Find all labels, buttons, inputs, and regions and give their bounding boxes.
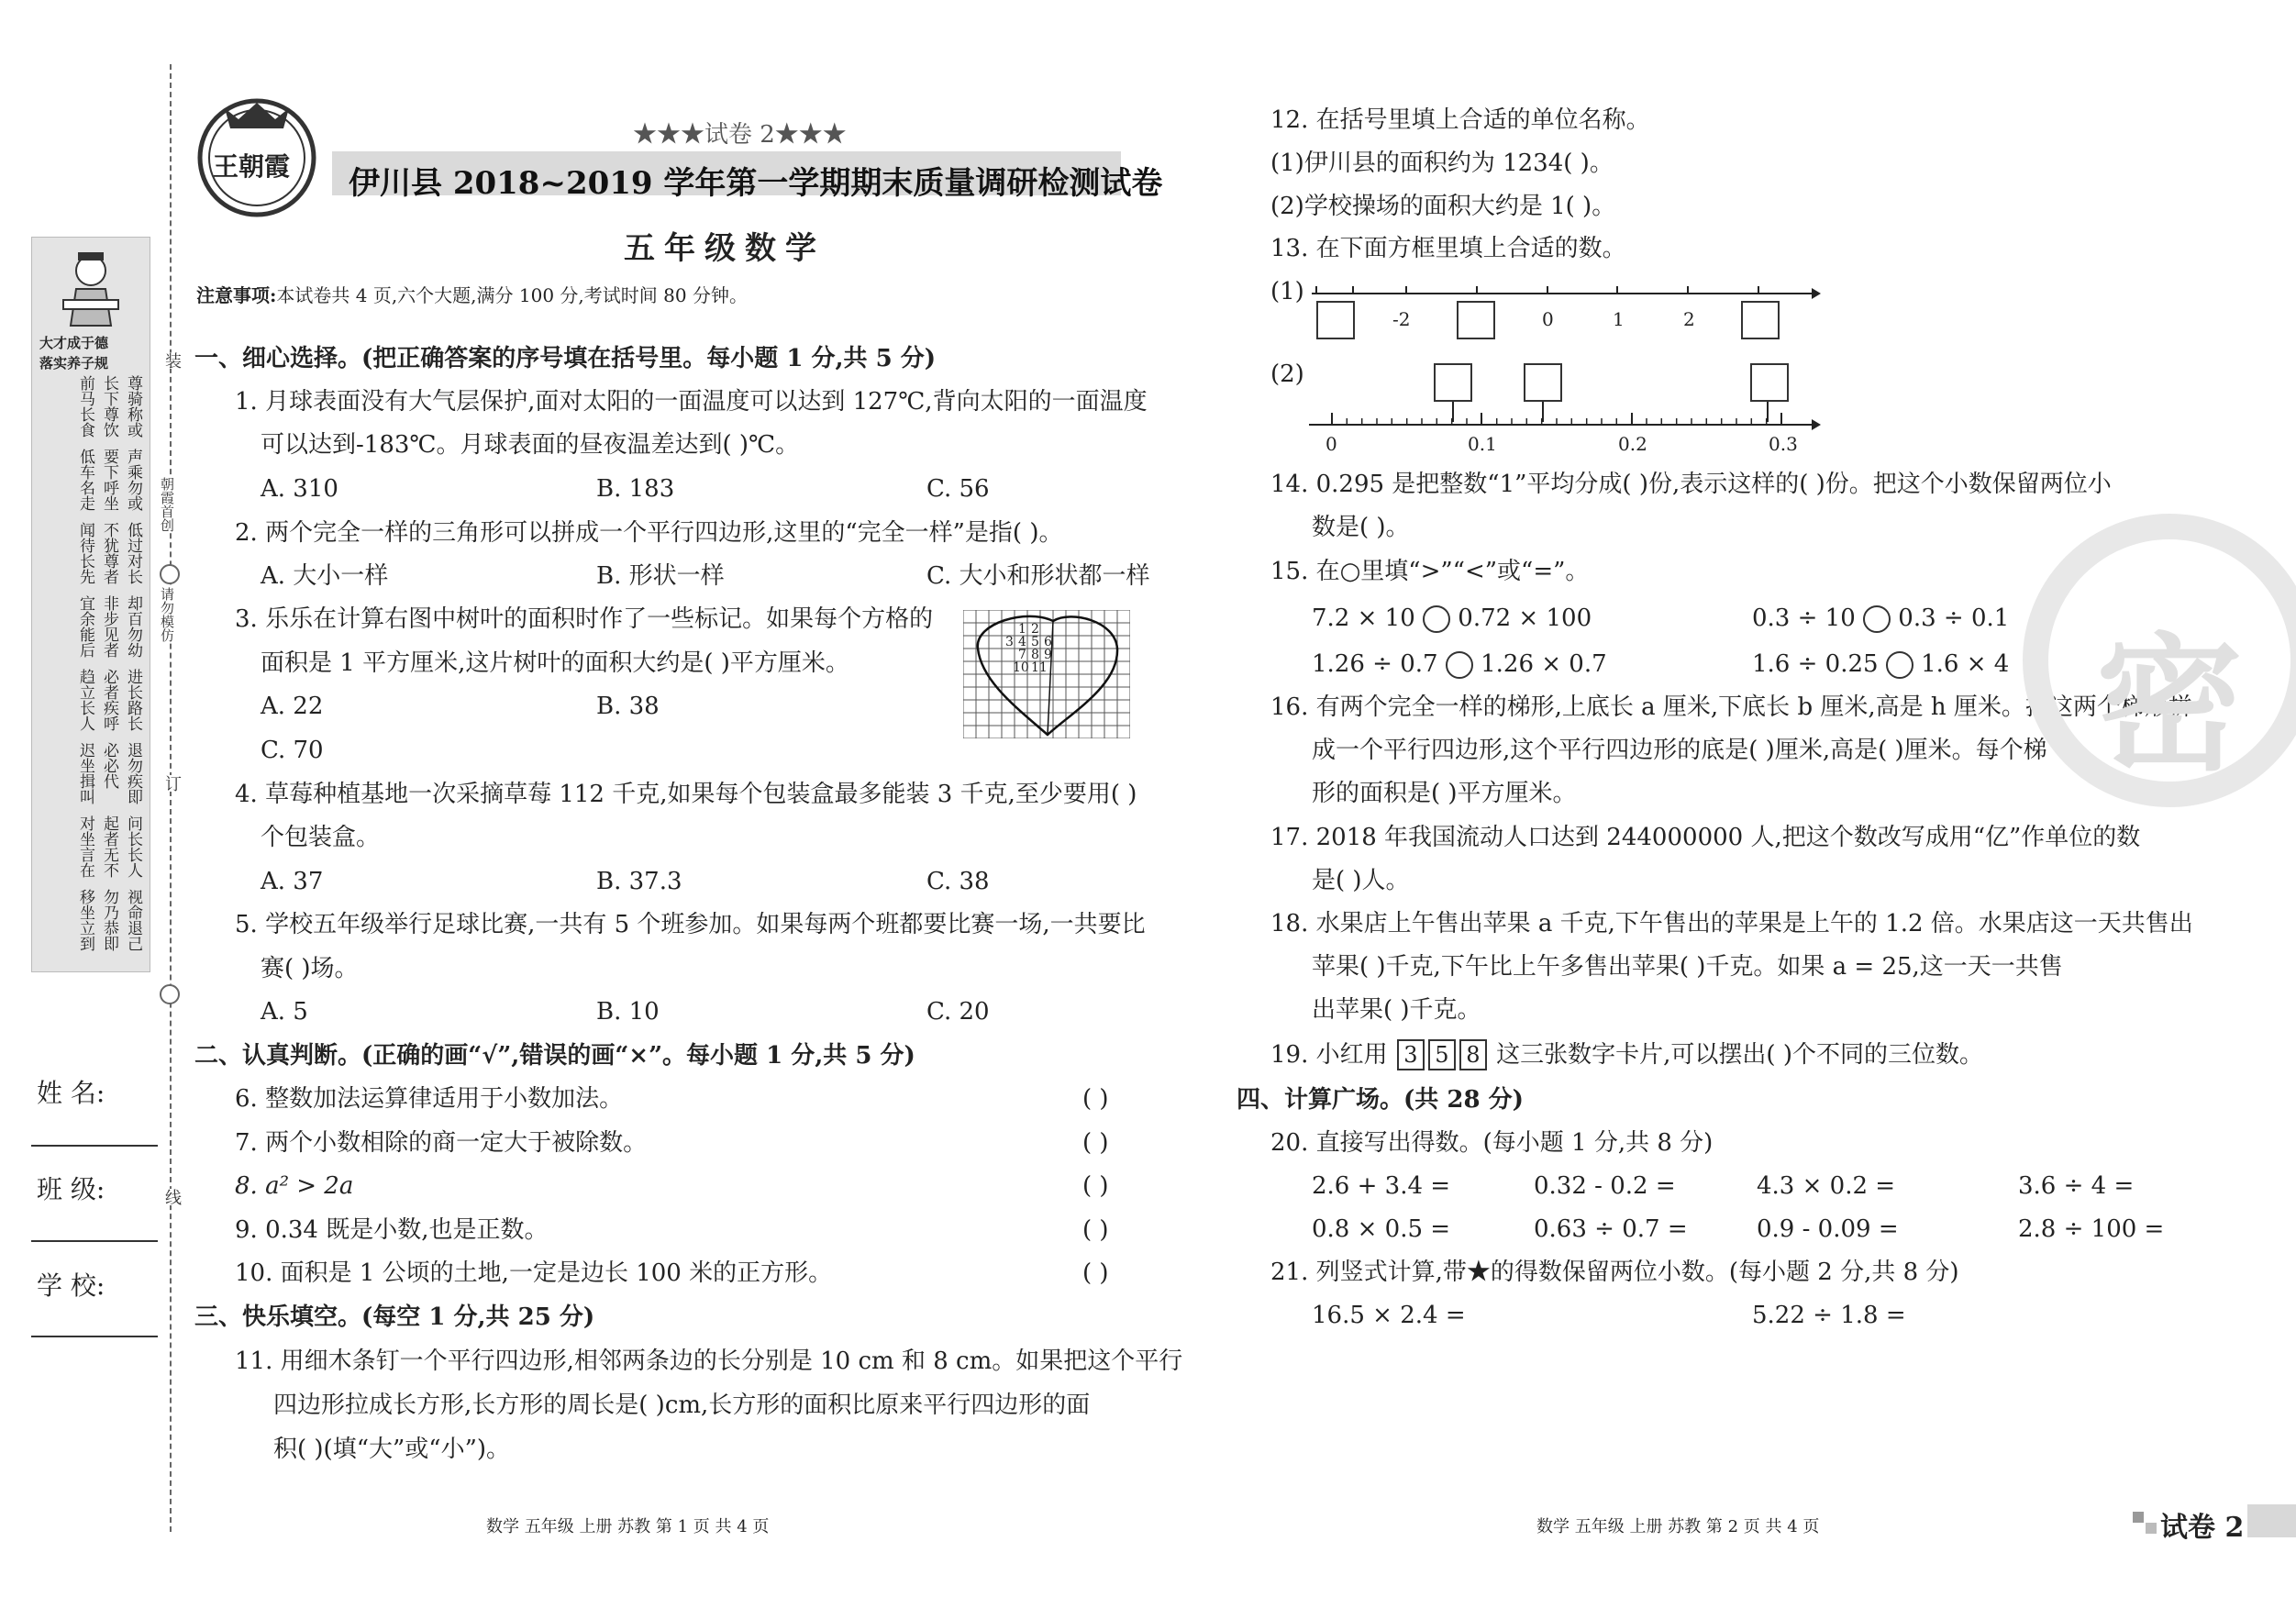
judge-item-10: 10. 面积是 1 公顷的土地,一定是边长 100 米的正方形。	[235, 1259, 833, 1287]
motto-col: 闻待长先	[76, 522, 94, 584]
q4-option-a: A. 37	[261, 868, 324, 895]
q15-line1: 15. 在○里填“>”“<”或“=”。	[1270, 558, 1590, 585]
q16-line3: 形的面积是( )平方厘米。	[1312, 780, 1577, 807]
number-line-2-tick: 0.1	[1468, 433, 1497, 455]
paper-tag-band	[2247, 1504, 2296, 1537]
class-field[interactable]	[31, 1240, 158, 1242]
compare-circle[interactable]	[1446, 651, 1473, 679]
motto-col: 必者疾呼	[100, 669, 118, 731]
judge-answer-6[interactable]: ( )	[1082, 1085, 1109, 1113]
footer-left: 数学 五年级 上册 苏教 第 1 页 共 4 页	[486, 1517, 770, 1536]
q20-title: 20. 直接写出得数。(每小题 1 分,共 8 分)	[1270, 1129, 1714, 1157]
q3-option-b: B. 38	[596, 693, 660, 720]
q18-line1: 18. 水果店上午售出苹果 a 千克,下午售出的苹果是上午的 1.2 倍。水果店这一天共售出	[1270, 910, 2193, 937]
grid-number: 7	[1018, 648, 1026, 662]
q1-line1: 1. 月球表面没有大气层保护,面对太阳的一面温度可以达到 127℃,背向太阳的一面温度	[235, 388, 1148, 416]
calc-item: 2.6 + 3.4 =	[1312, 1172, 1451, 1200]
calc-item: 0.63 ÷ 0.7 =	[1534, 1215, 1688, 1243]
q19	[1270, 1039, 1983, 1070]
motto-col: 声乘勿或	[124, 449, 142, 511]
motto-col: 对坐言在	[76, 815, 94, 878]
motto-col: 趋立长人	[76, 669, 94, 731]
compare-circle[interactable]	[1886, 651, 1913, 679]
q16-line1: 16. 有两个完全一样的梯形,上底长 a 厘米,下底长 b 厘米,高是 h 厘米。把这两个梯形拼	[1270, 693, 2192, 721]
motto-col: 迟坐揖叫	[76, 742, 94, 804]
binding-line	[170, 64, 172, 1532]
q15-expr: 1.26 × 0.7	[1481, 650, 1607, 678]
compare-circle[interactable]	[1863, 605, 1891, 633]
q18-line3: 出苹果( )千克。	[1312, 996, 1481, 1024]
judge-answer-8[interactable]: ( )	[1082, 1172, 1109, 1200]
motto-col: 进长路长	[124, 669, 142, 731]
paper-tag-footer-text: 试卷 2	[2160, 1512, 2245, 1544]
number-line-1-tick: 2	[1683, 308, 1695, 330]
number-line-1-box[interactable]	[1316, 301, 1355, 339]
section1-title: 一、细心选择。(把正确答案的序号填在括号里。每小题 1 分,共 5 分)	[194, 345, 937, 372]
judge-item-8: 8. a² > 2a	[235, 1172, 354, 1200]
motto-top-2: 落实养子规	[39, 355, 109, 372]
calc-item: 3.6 ÷ 4 =	[2018, 1172, 2135, 1200]
q5-option-c: C. 20	[926, 998, 990, 1026]
q15-row1-right	[1752, 605, 2009, 633]
motto-col: 前马长食	[76, 375, 94, 438]
motto-col: 尊骑称或	[124, 375, 142, 438]
binding-hole-icon	[160, 984, 180, 1004]
motto-panel	[31, 237, 150, 972]
judge-item-6: 6. 整数加法运算律适用于小数加法。	[235, 1085, 624, 1113]
number-line-1-box[interactable]	[1457, 301, 1495, 339]
notice-label: 注意事项:	[196, 284, 277, 306]
motto-col: 要下呼坐	[100, 449, 118, 511]
q19-post: 这三张数字卡片,可以摆出( )个不同的三位数。	[1496, 1041, 1983, 1069]
number-line-2	[1307, 402, 1821, 438]
grid-number: 2	[1031, 622, 1039, 637]
q12-line1: 12. 在括号里填上合适的单位名称。	[1270, 106, 1650, 134]
number-line-2-box[interactable]	[1750, 363, 1789, 402]
number-line-1-box[interactable]	[1741, 301, 1780, 339]
q16-line2: 成一个平行四边形,这个平行四边形的底是( )厘米,高是( )厘米。每个梯	[1312, 737, 2047, 764]
watermark-stamp-text: 密	[2096, 618, 2244, 791]
calc-item: 5.22 ÷ 1.8 =	[1752, 1302, 1906, 1329]
q2-option-b: B. 形状一样	[596, 562, 725, 590]
motto-col: 不犹尊者	[100, 522, 118, 584]
q1-option-b: B. 183	[596, 475, 675, 503]
calc-item: 0.9 - 0.09 =	[1757, 1215, 1899, 1243]
section2-title: 二、认真判断。(正确的画“√”,错误的画“×”。每小题 1 分,共 5 分)	[194, 1042, 915, 1070]
q4-option-c: C. 38	[926, 868, 990, 895]
q5-line1: 5. 学校五年级举行足球比赛,一共有 5 个班参加。如果每两个班都要比赛一场,一共要比	[235, 911, 1146, 938]
grid-number: 6	[1044, 635, 1052, 649]
q3-option-a: A. 22	[261, 693, 324, 720]
motto-col: 勿乃恭即	[100, 889, 118, 951]
q3-line2: 面积是 1 平方厘米,这片树叶的面积大约是( )平方厘米。	[261, 649, 849, 677]
number-line-2-tick: 0.2	[1618, 433, 1647, 455]
digit-card: 3	[1397, 1039, 1425, 1070]
motto-col: 退勿疾即	[124, 742, 142, 804]
number-line-2-tick: 0	[1325, 433, 1337, 455]
calc-item: 0.32 - 0.2 =	[1534, 1172, 1676, 1200]
motto-col: 低过对长	[124, 522, 142, 584]
number-line-2-box[interactable]	[1434, 363, 1472, 402]
footer-right: 数学 五年级 上册 苏教 第 2 页 共 4 页	[1536, 1517, 1820, 1536]
motto-col: 却百勿幼	[124, 595, 142, 658]
q4-option-b: B. 37.3	[596, 868, 682, 895]
grid-number: 9	[1044, 648, 1052, 662]
grid-number: 4	[1018, 635, 1026, 649]
notice-text: 本试卷共 4 页,六个大题,满分 100 分,考试时间 80 分钟。	[276, 284, 748, 306]
q3-line1: 3. 乐乐在计算右图中树叶的面积时作了一些标记。如果每个方格的	[235, 605, 934, 633]
q1-option-c: C. 56	[926, 475, 990, 503]
number-line-1-tick: -2	[1392, 308, 1411, 330]
q13-part1-label: (1)	[1270, 278, 1304, 305]
q15-expr: 1.26 ÷ 0.7	[1312, 650, 1438, 678]
number-line-2-tick: 0.3	[1769, 433, 1798, 455]
q12-line3: (2)学校操场的面积大约是 1( )。	[1270, 193, 1616, 220]
school-label: 学 校:	[37, 1270, 105, 1301]
q3-option-c: C. 70	[261, 737, 324, 764]
q4-line2: 个包装盒。	[261, 824, 381, 851]
binding-note-1: 朝霞首创	[159, 477, 175, 532]
q11-line3: 积( )(填“大”或“小”)。	[273, 1436, 511, 1463]
q15-expr: 0.3 ÷ 10	[1752, 604, 1856, 632]
section4-title: 四、计算广场。(共 28 分)	[1237, 1086, 1524, 1114]
motto-top-1: 大才成于德	[39, 335, 109, 351]
q5-line2: 赛( )场。	[261, 955, 359, 982]
q13-line1: 13. 在下面方框里填上合适的数。	[1270, 235, 1626, 262]
q15-row2-right	[1752, 651, 2009, 679]
motto-col: 宜余能后	[76, 595, 94, 658]
exam-subject: 五年级数学	[624, 230, 826, 267]
grid-number: 5	[1031, 635, 1039, 649]
grid-number: 8	[1031, 648, 1039, 662]
q19-pre: 19. 小红用	[1270, 1041, 1388, 1069]
motto-col: 问长长人	[124, 815, 142, 878]
motto-col: 必必代	[100, 742, 118, 789]
q13-part2-label: (2)	[1270, 360, 1304, 388]
notice	[196, 281, 748, 307]
binding-note-2: 请勿模仿	[159, 587, 175, 642]
q15-expr: 1.6 × 4	[1921, 650, 2010, 678]
calc-item: 16.5 × 2.4 =	[1312, 1302, 1466, 1329]
number-line-2-box[interactable]	[1524, 363, 1562, 402]
name-label: 姓 名:	[37, 1078, 105, 1108]
calc-item: 4.3 × 0.2 =	[1757, 1172, 1896, 1200]
binding-hole-icon	[160, 564, 180, 584]
grid-number: 1	[1018, 622, 1026, 637]
grid-number: 3	[1005, 635, 1014, 649]
q1-option-a: A. 310	[261, 475, 338, 503]
q17-line2: 是( )人。	[1312, 867, 1410, 894]
q2-option-a: A. 大小一样	[261, 562, 389, 590]
motto-col: 视命退己	[124, 889, 142, 951]
q5-option-a: A. 5	[261, 998, 308, 1026]
q11-line1: 11. 用细木条钉一个平行四边形,相邻两条边的长分别是 10 cm 和 8 cm。如果把这个平行	[235, 1347, 1183, 1375]
q15-expr: 0.3 ÷ 0.1	[1898, 604, 2010, 632]
judge-item-9: 9. 0.34 既是小数,也是正数。	[235, 1216, 549, 1244]
digit-card: 5	[1428, 1039, 1456, 1070]
q12-line2: (1)伊川县的面积约为 1234( )。	[1270, 150, 1614, 177]
motto-col: 起者无不	[100, 815, 118, 878]
q5-option-b: B. 10	[596, 998, 660, 1026]
q18-line2: 苹果( )千克,下午比上午多售出苹果( )千克。如果 a = 25,这一天一共售	[1312, 953, 2063, 981]
motto-col: 移坐立到	[76, 889, 94, 951]
digit-card: 8	[1459, 1039, 1487, 1070]
q15-row1-left	[1312, 605, 1592, 633]
school-field[interactable]	[31, 1336, 158, 1337]
q15-expr: 7.2 × 10	[1312, 604, 1415, 632]
q17-line1: 17. 2018 年我国流动人口达到 244000000 人,把这个数改写成用“亿”作单位的数	[1270, 824, 2141, 851]
judge-item-7: 7. 两个小数相除的商一定大于被除数。	[235, 1129, 648, 1157]
motto-col: 低车名走	[76, 449, 94, 511]
leaf-grid-numbers	[963, 610, 1130, 738]
scholar-figure-icon	[54, 245, 128, 327]
binding-mark-3: 线	[160, 1189, 183, 1205]
motto-col: 非步见者	[100, 595, 118, 658]
deco-square-icon	[2146, 1523, 2157, 1534]
motto-columns	[39, 375, 142, 962]
name-field[interactable]	[31, 1145, 158, 1147]
q21-title: 21. 列竖式计算,带★的得数保留两位小数。(每小题 2 分,共 8 分)	[1270, 1259, 1959, 1286]
q11-line2: 四边形拉成长方形,长方形的周长是( )cm,长方形的面积比原来平行四边形的面	[273, 1392, 1091, 1419]
paper-tag: ★★★试卷 2★★★	[633, 121, 847, 149]
q2-option-c: C. 大小和形状都一样	[926, 562, 1150, 590]
judge-answer-7[interactable]: ( )	[1082, 1129, 1109, 1157]
judge-answer-10[interactable]: ( )	[1082, 1259, 1109, 1287]
q15-row2-left	[1312, 651, 1607, 679]
grid-number: 11	[1031, 660, 1048, 675]
grid-number: 10	[1013, 660, 1029, 675]
publisher-logo-text: 王朝霞	[213, 151, 291, 182]
compare-circle[interactable]	[1423, 605, 1450, 633]
q1-line2: 可以达到-183℃。月球表面的昼夜温差达到( )℃。	[261, 431, 800, 459]
binding-mark-2: 订	[160, 775, 183, 792]
q15-expr: 1.6 ÷ 0.25	[1752, 650, 1879, 678]
deco-square-icon	[2133, 1512, 2144, 1523]
calc-item: 0.8 × 0.5 =	[1312, 1215, 1451, 1243]
section3-title: 三、快乐填空。(每空 1 分,共 25 分)	[194, 1303, 595, 1331]
exam-title: 伊川县 2018~2019 学年第一学期期末质量调研检测试卷	[349, 165, 1163, 202]
number-line-1-tick: 0	[1542, 308, 1554, 330]
q14-line1: 14. 0.295 是把整数“1”平均分成( )份,表示这样的( )份。把这个小数保留两位小	[1270, 471, 2112, 498]
number-line-1-tick: 1	[1613, 308, 1625, 330]
calc-item: 2.8 ÷ 100 =	[2018, 1215, 2165, 1243]
q14-line2: 数是( )。	[1312, 514, 1410, 541]
motto-col: 长下尊饮	[100, 375, 118, 438]
judge-answer-9[interactable]: ( )	[1082, 1216, 1109, 1244]
q2-line1: 2. 两个完全一样的三角形可以拼成一个平行四边形,这里的“完全一样”是指( )。	[235, 519, 1063, 547]
q4-line1: 4. 草莓种植基地一次采摘草莓 112 千克,如果每个包装盒最多能装 3 千克,至少要用( )	[235, 781, 1137, 808]
q15-expr: 0.72 × 100	[1458, 604, 1592, 632]
class-label: 班 级:	[37, 1174, 105, 1204]
binding-mark-1: 装	[160, 352, 183, 369]
